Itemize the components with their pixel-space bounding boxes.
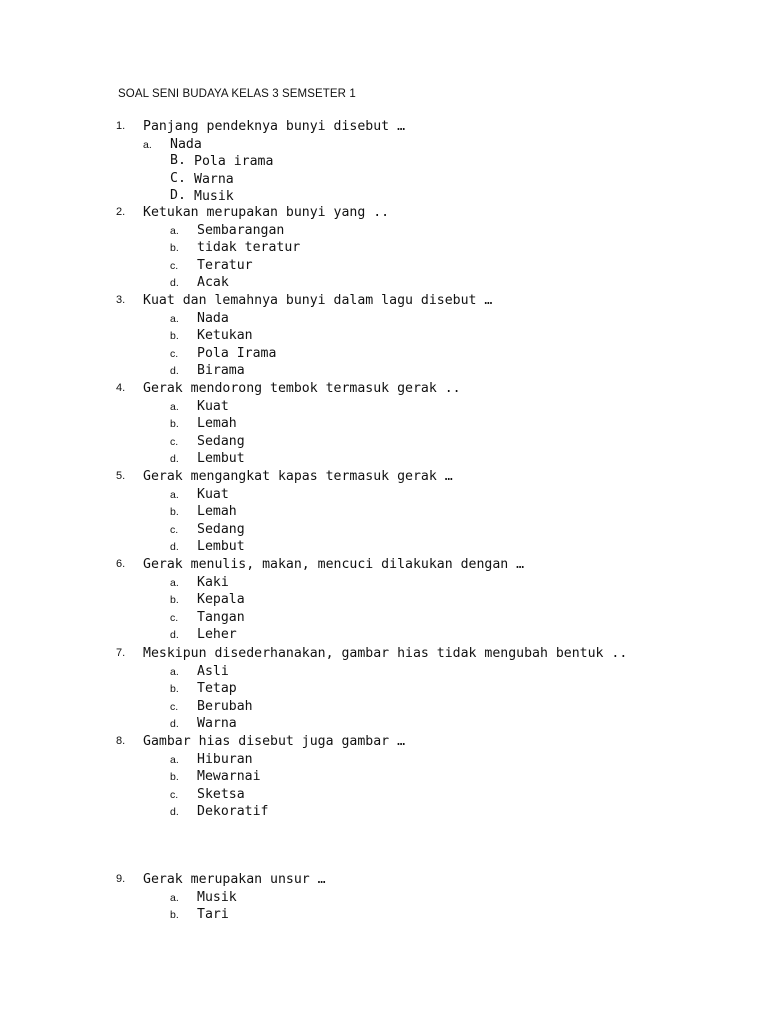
option-text: Kaki: [197, 574, 229, 590]
option-letter: b.: [170, 594, 179, 607]
question-number: 5.: [116, 470, 126, 482]
answer-option: [0, 398, 768, 416]
answer-option: [0, 626, 768, 644]
option-letter: D.: [170, 188, 186, 204]
option-text: Sembarangan: [197, 222, 285, 238]
option-letter: a.: [170, 400, 179, 413]
option-letter: d.: [170, 541, 179, 554]
question-number: 6.: [116, 558, 126, 570]
option-letter: b.: [170, 418, 179, 431]
option-text: Birama: [197, 363, 245, 379]
answer-option: [0, 906, 768, 924]
option-letter: c.: [170, 259, 179, 272]
option-text: Musik: [197, 889, 237, 905]
question-text: Meskipun disederhanakan, gambar hias tidak mengubah bentuk ..: [143, 646, 628, 661]
question-text: Gerak mengangkat kapas termasuk gerak …: [143, 469, 453, 484]
answer-option: [0, 136, 768, 154]
option-text: Sketsa: [197, 786, 245, 802]
answer-option: [0, 274, 768, 292]
answer-option: [0, 450, 768, 468]
answer-option: [0, 486, 768, 504]
answer-option: [0, 171, 768, 189]
answer-option: [0, 521, 768, 539]
option-letter: b.: [170, 242, 179, 255]
answer-option: [0, 663, 768, 681]
option-letter: b.: [170, 683, 179, 696]
option-text: Pola irama: [194, 154, 274, 170]
answer-option: [0, 680, 768, 698]
question-text: Kuat dan lemahnya bunyi dalam lagu disebut …: [143, 293, 493, 308]
answer-option: [0, 803, 768, 821]
option-letter: C.: [170, 170, 186, 186]
option-letter: a.: [170, 891, 179, 904]
option-text: Lembut: [197, 539, 245, 555]
option-letter: a.: [170, 665, 179, 678]
question-text: Panjang pendeknya bunyi disebut …: [143, 119, 406, 134]
option-text: Mewarnai: [197, 769, 261, 785]
answer-option: [0, 698, 768, 716]
option-letter: b.: [170, 506, 179, 519]
option-letter: c.: [170, 611, 179, 624]
question-number: 8.: [116, 735, 126, 747]
answer-option: [0, 574, 768, 592]
answer-option: [0, 153, 768, 171]
option-text: Nada: [170, 136, 202, 152]
question-text: Gerak mendorong tembok termasuk gerak ..: [143, 381, 461, 396]
answer-option: [0, 768, 768, 786]
answer-option: [0, 889, 768, 907]
option-text: Leher: [197, 627, 237, 643]
option-text: Asli: [197, 663, 229, 679]
option-letter: a.: [170, 312, 179, 325]
option-letter: a.: [170, 224, 179, 237]
answer-option: [0, 538, 768, 556]
option-letter: a.: [143, 138, 152, 151]
answer-option: [0, 257, 768, 275]
option-text: Lemah: [197, 416, 237, 432]
question-number: 4.: [116, 382, 126, 394]
document-title: SOAL SENI BUDAYA KELAS 3 SEMSETER 1: [118, 88, 356, 100]
option-text: Sedang: [197, 521, 245, 537]
option-text: Lemah: [197, 504, 237, 520]
option-text: Sedang: [197, 433, 245, 449]
answer-option: [0, 310, 768, 328]
option-text: Dekoratif: [197, 804, 269, 820]
answer-option: [0, 362, 768, 380]
answer-option: [0, 591, 768, 609]
option-text: Teratur: [197, 257, 253, 273]
question-text: Gerak menulis, makan, mencuci dilakukan dengan …: [143, 557, 525, 572]
option-text: tidak teratur: [197, 240, 301, 256]
option-text: Tetap: [197, 681, 237, 697]
option-letter: a.: [170, 753, 179, 766]
option-text: Warna: [194, 171, 234, 187]
answer-option: [0, 433, 768, 451]
option-letter: c.: [170, 435, 179, 448]
option-text: Warna: [197, 716, 237, 732]
question-number: 2.: [116, 206, 126, 218]
question-text: Gambar hias disebut juga gambar …: [143, 734, 406, 749]
option-text: Kuat: [197, 398, 229, 414]
option-text: Tangan: [197, 609, 245, 625]
option-text: Berubah: [197, 698, 253, 714]
option-letter: d.: [170, 718, 179, 731]
option-text: Kepala: [197, 592, 245, 608]
question-number: 3.: [116, 294, 126, 306]
answer-option: [0, 415, 768, 433]
option-letter: d.: [170, 629, 179, 642]
question-text: Ketukan merupakan bunyi yang ..: [143, 205, 390, 220]
option-letter: c.: [170, 347, 179, 360]
option-letter: c.: [170, 700, 179, 713]
answer-option: [0, 609, 768, 627]
option-letter: d.: [170, 365, 179, 378]
question-number: 9.: [116, 873, 126, 885]
option-text: Nada: [197, 310, 229, 326]
question-number: 7.: [116, 647, 126, 659]
option-text: Lembut: [197, 451, 245, 467]
option-letter: a.: [170, 576, 179, 589]
option-letter: B.: [170, 153, 186, 169]
option-text: Ketukan: [197, 328, 253, 344]
option-text: Tari: [197, 907, 229, 923]
answer-option: [0, 751, 768, 769]
question-text: Gerak merupakan unsur …: [143, 872, 326, 887]
option-text: Acak: [197, 275, 229, 291]
option-text: Hiburan: [197, 751, 253, 767]
option-letter: c.: [170, 523, 179, 536]
question-number: 1.: [116, 120, 126, 132]
answer-option: [0, 786, 768, 804]
answer-option: [0, 503, 768, 521]
option-letter: b.: [170, 330, 179, 343]
option-letter: b.: [170, 909, 179, 922]
answer-option: [0, 222, 768, 240]
option-letter: b.: [170, 771, 179, 784]
answer-option: [0, 239, 768, 257]
option-text: Pola Irama: [197, 345, 277, 361]
option-letter: d.: [170, 453, 179, 466]
option-letter: d.: [170, 806, 179, 819]
option-text: Musik: [194, 189, 234, 205]
answer-option: [0, 715, 768, 733]
answer-option: [0, 345, 768, 363]
answer-option: [0, 327, 768, 345]
option-letter: c.: [170, 788, 179, 801]
option-letter: d.: [170, 277, 179, 290]
option-text: Kuat: [197, 486, 229, 502]
option-letter: a.: [170, 488, 179, 501]
